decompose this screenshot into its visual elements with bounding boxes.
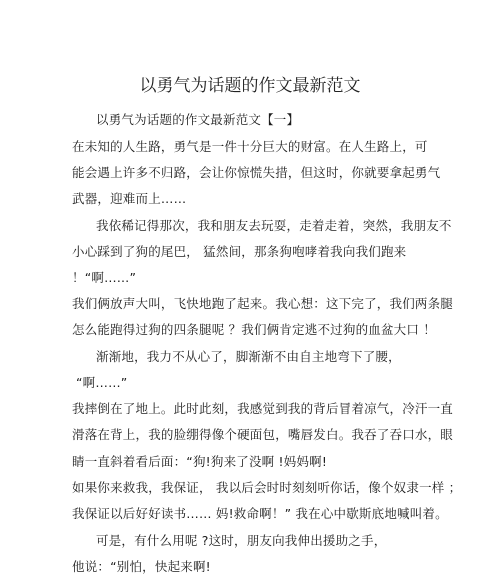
paragraph-line: 可是，有什么用呢 ?这时，朋友向我伸出援助之手， [96, 533, 387, 548]
section-heading: 以勇气为话题的作文最新范文【一】 [96, 112, 300, 127]
paragraph-line: 他说：“别怕，快起来啊! [72, 559, 211, 574]
paragraph-line: ！“啊……” [72, 270, 137, 285]
paragraph-line: 小心踩到了狗的尾巴， 猛然间，那条狗咆哮着我向我们跑来 [72, 244, 407, 259]
paragraph-line: 我依稀记得那次，我和朋友去玩耍，走着走着，突然，我朋友不 [96, 218, 452, 233]
paragraph-line: 能会遇上许多不归路，会让你惊慌失措，但这时，你就要拿起勇气 [72, 165, 441, 180]
paragraph-line: 我摔倒在了地上。此时此刻，我感觉到我的背后冒着凉气，冷汗一直 [72, 401, 454, 416]
paragraph-line: 我保证以后好好读书…… 妈!救命啊！” 我在心中歇斯底地喊叫着。 [72, 506, 448, 521]
document-title: 以勇气为话题的作文最新范文 [139, 76, 361, 96]
paragraph-line: 滑落在背上，我的脸绷得像个硬面包，嘴唇发白。我吞了吞口水，眼 [72, 427, 454, 442]
paragraph-line: 武器，迎难而上…… [72, 191, 187, 206]
paragraph-line: 睛一直斜着看后面：“狗!狗来了没啊 !妈妈啊! [72, 454, 328, 469]
paragraph-line: 我们俩放声大叫，飞快地跑了起来。我心想：这下完了，我们两条腿 [72, 296, 454, 311]
paragraph-line: “啊……” [76, 375, 128, 390]
paragraph-line: 如果你来救我，我保证， 我以后会时时刻刻听你话，像个奴隶一样 ； [72, 480, 462, 495]
paragraph-line: 在未知的人生路，勇气是一件十分巨大的财富。在人生路上，可 [72, 139, 428, 154]
paragraph-line: 怎么能跑得过狗的四条腿呢 ？我们俩肯定逃不过狗的血盆大口 ！ [72, 322, 436, 337]
paragraph-line: 渐渐地，我力不从心了，脚渐渐不由自主地弯下了腰， [96, 349, 401, 364]
